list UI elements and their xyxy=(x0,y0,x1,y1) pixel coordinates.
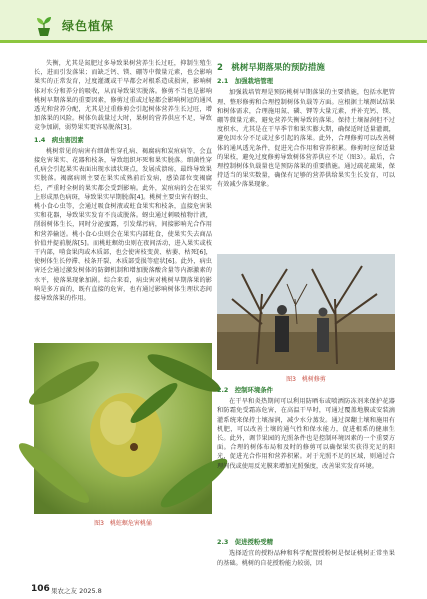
page-number: 106 xyxy=(31,584,50,594)
paragraph: 选择适宜的授粉品种和科学配置授粉树是保证桃树正常坐果的基础。桃树的自花授粉能力较弱，因 xyxy=(217,550,395,567)
paragraph: 加强栽培管理是预防桃树早期落果的主要措施，包括水肥管理、整形修剪和合理控制树体负载等方面。应根据土壤测试结果和树体需求，合理施用氮、磷、钾等大量元素，并补充钙、镁、硼等微量元素，避免营养失衡导致的落果。保持土壤湿润但不过度积水，尤其是在干旱季节和果实膨大期，确保适时适量灌溉，避免因水分不足或过多引起的落果。此外，合理修剪可以改善树体的通风透光条件，促进光合作用和营养积累。修剪时应留适量的果枝，避免过度修剪导致树体营养供应不足（图3）。最后，合理控制树体负载量也是预防落果的重要措施。通过疏花疏果，保持适当的果实数量，确保有足够的营养供给果实生长发育，可以有效减少落果现象。 xyxy=(217,89,395,189)
paragraph: 失衡，尤其是氮肥过多导致果树营养生长过旺，抑制生殖生长，进而引发落果；而缺乏钙、镁、硼等中微量元素，也会影响果实的正常发育，过度灌溉或干旱都会对根系造成损害，影响树体对水分和养分的吸收，从而导致果实脱落。修剪不当也是影响桃树早期落果的重要因素，修剪过重或过轻都会影响树冠的通风透光和营养分配，尤其是过重修剪会引起树体营养生长过旺，增加落果的风险。树体负载量过大时，果树的营养供应不足，导致竞争加剧，弱势果实更容易脱落[3]。 xyxy=(34,60,212,132)
heading-pollination: 2.3 促进授粉受精 xyxy=(217,538,274,547)
magazine-name: 果农之友 2025.8 xyxy=(51,587,102,595)
heading-cultivation: 2.1 加强栽培管理 xyxy=(217,77,274,86)
left-column xyxy=(34,59,212,303)
section-title: 绿色植保 xyxy=(62,19,115,33)
paragraph: 桃树常见的病害有细菌性穿孔病、褐腐病和炭疽病等，会直接危害果实、花器和枝条，导致组织坏死和果实脱落。细菌性穿孔病会引起果实表面出现水渍状斑点，发展成溃疡，最终导致果实脱落。褐腐病则主要在果实成熟前后发病，感染部位变褐腐烂，严重时全树的果实都会受到影响。此外，炭疽病的会在果实上形成黑色病斑，导致果实早期脱落[4]。桃树主要虫害有蚜虫、桃小食心虫等，会通过吸食树液或蛀食果实和枝条，直接危害果实和花器，导致果实发育不良或脱落。蚜虫通过刺吸植物汁液，削弱树体生长，同时分泌蜜露，引发煤污病，间接影响光合作用和营养输送。桃小食心虫则会在果实内部蛀食，使果实失去商品价值并提前脱落[5]。而桃蛀螟幼虫则在夜间活动，进入果实或枝干内部，啃食果肉或木质部，也会使害枝变黄、枯萎、枯死[6]，使树体生长停滞、枝条开裂、木质部受损等症状[6]。此外，病虫害还会通过激发树体的防御机制和增加脱落酸含量等内源激素的水平，使落果现象加剧。综合来看，病虫害对桃树早期落果的影响是多方面的，既有直接的危害，也有通过影响树体生理状态间接导致落果的作用。 xyxy=(34,147,212,303)
figure-caption: 图3 桃蛀螟危害桃俑 xyxy=(94,520,152,527)
paragraph: 在干旱和炎热期间可以利用防晒布或喷洒防冻剂来保护花器和防霜免受霜冻危害，在高温干旱时，可通过覆盖地膜或安装滴灌系统来保持土壤湿润，减少水分蒸发。通过深翻土壤和施用有机肥，可以改善土壤的通气性和保水能力，促进根系的健康生长。此外，调节果园的光照条件也是控制环境因素的一个重要方面。合理的树体布局和及时的修剪可以确保果实获得充足的阳光，促进光合作用和营养积累。对于光照不足的区域，则通过合理间伐或使用反光膜来增加光照强度，改善果实发育环境。 xyxy=(217,398,395,470)
heading-pest-factors: 1.4 病虫害因素 xyxy=(34,135,84,144)
photo-peach-fruit xyxy=(34,343,212,514)
plant-pot-icon xyxy=(36,15,52,37)
photo-pruning xyxy=(217,254,395,370)
heading-prevention: 2 桃树早期落果的预防措施 xyxy=(217,63,325,73)
header-accent-strip xyxy=(0,40,427,43)
heading-environment: 2.2 控制环境条件 xyxy=(217,386,274,394)
right-column xyxy=(217,64,395,262)
figure-caption: 图3 桃树修剪 xyxy=(286,376,326,383)
right-column-lower xyxy=(217,383,395,568)
